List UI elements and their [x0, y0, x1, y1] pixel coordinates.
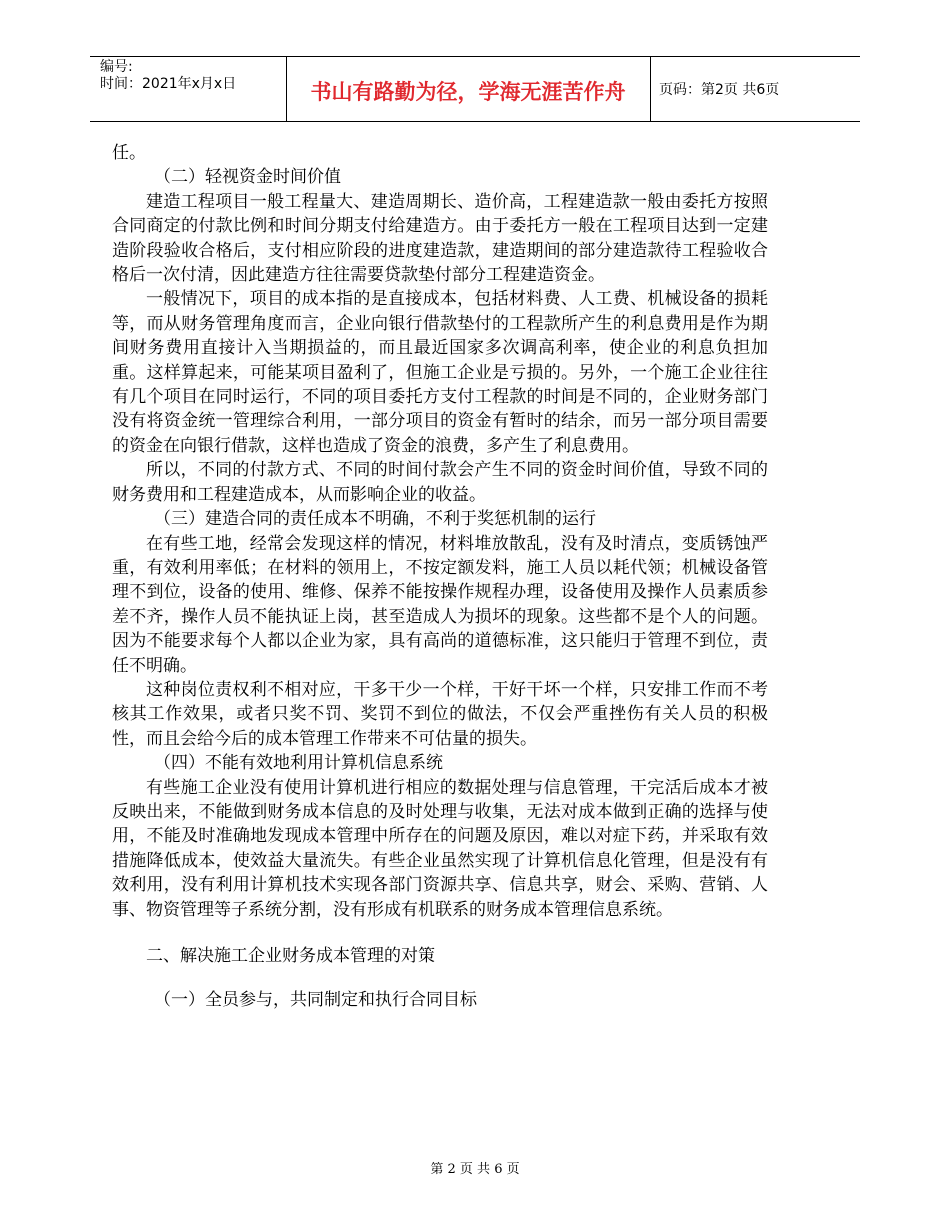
header-divider-right: [650, 56, 651, 121]
paragraph: 一般情况下，项目的成本指的是直接成本，包括材料费、人工费、机械设备的损耗等，而从财务管理角度而言，企业向银行借款垫付的工程款所产生的利息费用是作为期间财务费用直接计入当期损益的，而且最近国家多次调高利率，使企业的利息负担加重。这样算起来，可能某项目盈利了，但施工企业是亏损的。另外，一个施工企业往往有几个项目在同时运行，不同的项目委托方支付工程款的时间是不同的，企业财务部门没有将资金统一管理综合利用，一部分项目的资金有暂时的结余，而另一部分项目需要的资金在向银行借款，这样也造成了资金的浪费，多产生了利息费用。: [112, 289, 768, 456]
header-bottom-rule: [90, 121, 860, 122]
header-page-info: 页码：第2页 共6页: [659, 82, 780, 98]
paragraph: 有些施工企业没有使用计算机进行相应的数据处理与信息管理，干完活后成本才被反映出来，不能做到财务成本信息的及时处理与收集，无法对成本做到正确的选择与使用，不能及时准确地发现成本管理中所存在的问题及原因，难以对症下药，并采取有效措施降低成本，使效益大量流失。有些企业虽然实现了计算机信息化管理，但是没有有效利用，没有利用计算机技术实现各部门资源共享、信息共享，财会、采购、营销、人事、物资管理等子系统分割，没有形成有机联系的财务成本管理信息系统。: [112, 777, 768, 920]
header-motto: 书山有路勤为径，学海无涯苦作舟: [310, 80, 626, 104]
page-footer: 第 2 页 共 6 页: [430, 1162, 520, 1177]
section-heading-4: （四）不能有效地利用计算机信息系统: [154, 753, 443, 774]
section-heading-1: （一）全员参与，共同制定和执行合同目标: [154, 990, 477, 1011]
paragraph: 这种岗位责权利不相对应，干多干少一个样，干好干坏一个样，只安排工作而不考核其工作效果，或者只奖不罚、奖罚不到位的做法，不仅会严重挫伤有关人员的积极性，而且会给今后的成本管理工作带来不可估量的损失。: [112, 679, 768, 749]
header-top-rule: [90, 56, 860, 57]
document-body: [112, 141, 768, 1013]
chapter-heading: 二、解决施工企业财务成本管理的对策: [146, 946, 435, 966]
section-heading-3: （三）建造合同的责任成本不明确，不利于奖惩机制的运行: [154, 509, 596, 530]
paragraph: 所以，不同的付款方式、不同的时间付款会产生不同的资金时间价值，导致不同的财务费用和工程建造成本，从而影响企业的收益。: [112, 460, 768, 505]
paragraph-continuation: 任。: [112, 143, 146, 163]
section-heading-2: （二）轻视资金时间价值: [154, 167, 341, 188]
time-label: 时间：2021年x月x日: [100, 76, 237, 92]
paragraph: 建造工程项目一般工程量大、建造周期长、造价高，工程建造款一般由委托方按照合同商定的付款比例和时间分期支付给建造方。由于委托方一般在工程项目达到一定建造阶段验收合格后，支付相应阶段的进度建造款，建造期间的部分建造款待工程验收合格后一次付清，因此建造方往往需要贷款垫付部分工程建造资金。: [112, 191, 768, 286]
serial-label: 编号:: [100, 59, 133, 75]
paragraph: 在有些工地，经常会发现这样的情况，材料堆放散乱，没有及时清点，变质锈蚀严重，有效利用率低；在材料的领用上，不按定额发料，施工人员以耗代领；机械设备管理不到位，设备的使用、维修、保养不能按操作规程办理，设备使用及操作人员素质参差不齐，操作人员不能执证上岗，甚至造成人为损坏的现象。这些都不是个人的问题。因为不能要求每个人都以企业为家，具有高尚的道德标准，这只能归于管理不到位，责任不明确。: [112, 533, 768, 676]
header-meta: [100, 59, 236, 93]
